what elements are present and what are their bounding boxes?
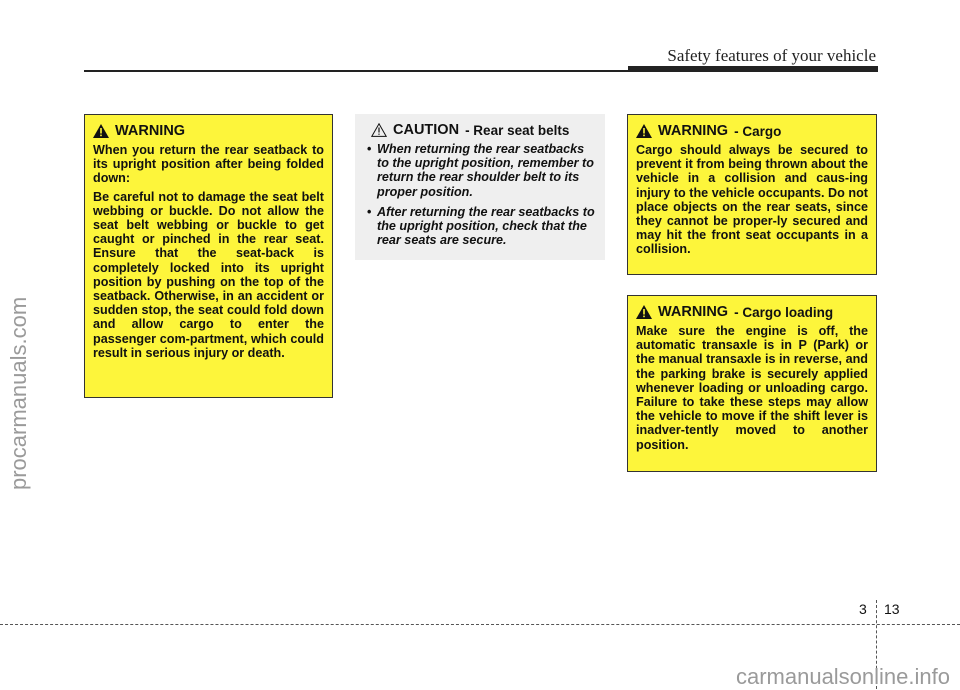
warning-title: WARNING <box>115 123 186 139</box>
warning-title: WARNING <box>658 123 729 139</box>
header-rule-accent <box>628 66 878 72</box>
warning-paragraph: When you return the rear seatback to its upright position after being folded down: <box>93 143 324 186</box>
caution-title: CAUTION <box>393 122 460 138</box>
footer-dashed-rule <box>0 624 960 625</box>
warning-box-cargo-loading <box>627 295 877 472</box>
caution-subtitle: - Rear seat belts <box>465 122 570 138</box>
side-watermark: procarmanuals.com <box>6 296 31 490</box>
warning-title: WARNING <box>658 304 729 320</box>
warning-paragraph: Be careful not to damage the seat belt webbing or buckle. Do not allow the seat belt webbing or buckle to get caught or pinched in the rear seat. Ensure that the seat-back is completely locked into its upright position by pushing on the top of the seatback. Otherwise, in an accident or sudden stop, the seat could fold down and allow cargo to enter the passenger com-partment, which could result in serious injury or death. <box>93 189 324 360</box>
warning-subtitle: - Cargo loading <box>734 304 834 320</box>
caution-box-rear-seat-belts <box>355 114 605 260</box>
caution-header <box>363 122 597 138</box>
chapter-number: 3 <box>859 601 867 617</box>
warning-box-cargo <box>627 114 877 275</box>
warning-triangle-icon <box>636 305 652 319</box>
caution-list <box>363 142 597 247</box>
warning-box-seatback <box>84 114 333 398</box>
page-header-title: Safety features of your vehicle <box>667 46 876 65</box>
warning-header <box>636 123 868 139</box>
warning-paragraph: Make sure the engine is off, the automatic transaxle is in P (Park) or the manual transaxle is in reverse, and the parking brake is securely applied whenever loading or unloading cargo. Failure to take these steps may allow the vehicle to move if the shift lever is inadver-tently moved to another position. <box>636 324 868 452</box>
caution-item: • When returning the rear seatbacks to the upright position, remember to return the rear shoulder belt to its proper position. <box>363 142 597 199</box>
bottom-watermark: carmanualsonline.info <box>735 664 950 689</box>
warning-header <box>636 304 868 320</box>
warning-subtitle: - Cargo <box>734 123 782 139</box>
caution-item: • After returning the rear seatbacks to the upright position, check that the rear seats are secure. <box>363 205 597 248</box>
warning-header <box>93 123 324 139</box>
page-number: 13 <box>884 601 900 617</box>
warning-triangle-icon <box>636 124 652 138</box>
warning-paragraph: Cargo should always be secured to prevent it from being thrown about the vehicle in a collision and caus-ing injury to the vehicle occupants. Do not place objects on the rear seats, since they cannot be proper-ly secured and may hit the front seat occupants in a collision. <box>636 143 868 257</box>
caution-triangle-icon <box>371 123 387 137</box>
warning-triangle-icon <box>93 124 109 138</box>
